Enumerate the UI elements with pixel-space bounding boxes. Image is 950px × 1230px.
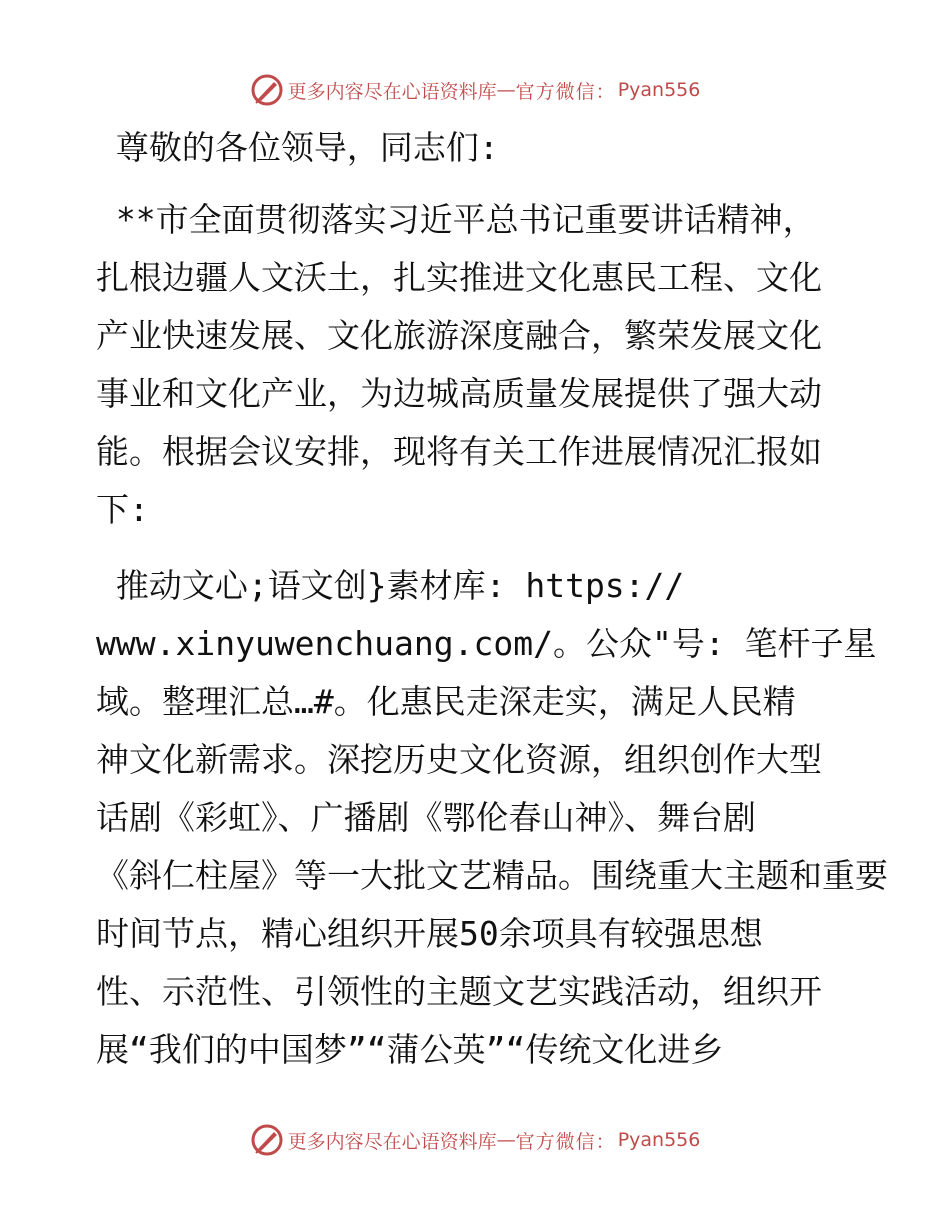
watermark-main-text: 更多内容尽在心语资料库 bbox=[287, 1130, 497, 1153]
watermark-separator: — bbox=[496, 1129, 516, 1151]
watermark-wechat-id: Pyan556 bbox=[617, 79, 701, 101]
text-line: 域。整理汇总…#。化惠民走深走实，满足人民精 bbox=[96, 682, 796, 721]
text-line: 神文化新需求。深挖历史文化资源，组织创作大型 bbox=[96, 740, 822, 779]
text-line: **市全面贯彻落实习近平总书记重要讲话精神， bbox=[96, 200, 816, 239]
watermark-official-label: 官方微信： bbox=[515, 1130, 616, 1153]
watermark-official-label: 官方微信： bbox=[515, 80, 616, 103]
watermark-banner-bottom bbox=[0, 1120, 950, 1160]
text-line: 事业和文化产业，为边城高质量发展提供了强大动 bbox=[96, 374, 822, 413]
text-line: 扎根边疆人文沃土，扎实推进文化惠民工程、文化 bbox=[96, 258, 822, 297]
text-line: 推动文心;语文创}素材库: https:// bbox=[96, 566, 685, 605]
quill-pen-logo-icon bbox=[250, 73, 284, 107]
text-line: 下: bbox=[96, 490, 149, 529]
watermark-wechat-id: Pyan556 bbox=[617, 1129, 701, 1151]
text-line: 展“我们的中国梦”“蒲公英”“传统文化进乡 bbox=[96, 1030, 724, 1069]
text-line: 话剧《彩虹》、广播剧《鄂伦春山神》、舞台剧 bbox=[96, 798, 756, 837]
watermark-banner-top bbox=[0, 70, 950, 110]
text-line: 产业快速发展、文化旅游深度融合，繁荣发展文化 bbox=[96, 316, 822, 355]
watermark-separator: — bbox=[496, 79, 516, 101]
quill-pen-logo-icon bbox=[250, 1123, 284, 1157]
text-line: 能。根据会议安排，现将有关工作进展情况汇报如 bbox=[96, 432, 822, 471]
text-line: 尊敬的各位领导，同志们: bbox=[96, 128, 499, 167]
text-line: www.xinyuwenchuang.com/。公众"号: 笔杆子星 bbox=[96, 624, 877, 663]
watermark-main-text: 更多内容尽在心语资料库 bbox=[287, 80, 497, 103]
text-line: 《斜仁柱屋》等一大批文艺精品。围绕重大主题和重要 bbox=[96, 856, 888, 895]
text-line: 性、示范性、引领性的主题文艺实践活动，组织开 bbox=[96, 972, 822, 1011]
text-line: 时间节点，精心组织开展50余项具有较强思想 bbox=[96, 914, 763, 953]
